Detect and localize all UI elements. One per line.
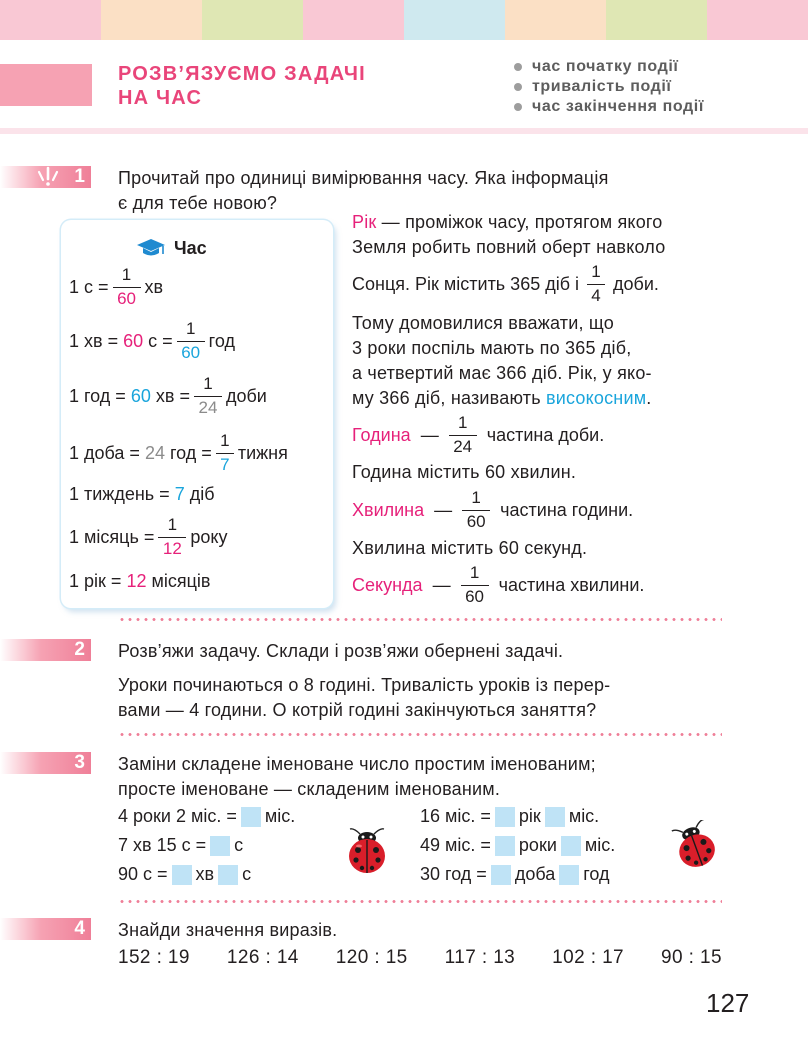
unit-row-hour: 1 год = 60 хв = $\frac{1}{24}$ доби [69, 374, 267, 418]
strip-segment [404, 0, 505, 40]
year-definition: Рік — проміжок часу, протягом якого Земля робить повний оберт навколо [352, 212, 666, 257]
task-number-2: 2 [0, 639, 91, 661]
topic-item: час закінчення події [514, 97, 704, 117]
minute-contains: Хвилина містить 60 секунд. [352, 538, 588, 558]
page-number: 127 [706, 988, 750, 1018]
top-color-strip [0, 0, 808, 40]
answer-box[interactable] [491, 865, 511, 885]
topic-item: час початку події [514, 57, 704, 77]
answer-box[interactable] [561, 836, 581, 856]
conversion-exercise: 16 міс. = рік міс. [420, 806, 600, 826]
topic-item: тривалість події [514, 77, 704, 97]
strip-segment [505, 0, 606, 40]
unit-row-month: 1 місяць = $\frac{1}{12}$ року [69, 515, 228, 559]
task1-instruction: Прочитай про одиниці вимірювання часу. Яка інформація є для тебе новою? [118, 168, 609, 213]
fraction: $\frac{1}{12}$ [158, 515, 186, 559]
answer-box[interactable] [495, 807, 515, 827]
lesson-title-line1: РОЗВ’ЯЗУЄМО ЗАДАЧІ [118, 63, 366, 85]
second-definition: Секунда — $\frac{1}{60}$ частина хвилини. [352, 563, 645, 607]
answer-box[interactable] [495, 836, 515, 856]
task-number-3: 3 [0, 752, 91, 774]
unit-row-day: 1 доба = 24 год = $\frac{1}{7}$ тижня [69, 431, 288, 475]
strip-segment [0, 0, 101, 40]
task-number-4: 4 [0, 918, 91, 940]
ladybug-icon [344, 826, 390, 876]
year-length-line: Сонця. Рік містить 365 діб і $\frac{1}{4}$ доби. [352, 262, 659, 306]
strip-segment [101, 0, 202, 40]
strip-segment [202, 0, 303, 40]
expression: 152 : 19 [118, 947, 190, 968]
task4-instruction: Знайди значення виразів. [118, 920, 338, 940]
ladybug-icon [670, 820, 720, 870]
expression: 90 : 15 [661, 947, 722, 968]
expression: 126 : 14 [226, 947, 299, 968]
fraction: $\frac{1}{60}$ [461, 563, 489, 607]
conversion-exercise: 90 с = хв с [118, 864, 252, 884]
header-bottom-band [0, 128, 808, 134]
expression: 117 : 13 [444, 947, 516, 968]
expression: 102 : 17 [552, 947, 625, 968]
lesson-topics [514, 57, 704, 117]
fraction: $\frac{1}{60}$ [177, 319, 205, 363]
unit-row-week: 1 тиждень = 7 діб [69, 484, 215, 504]
strip-segment [303, 0, 404, 40]
answer-box[interactable] [210, 836, 230, 856]
bullet-dot-icon [514, 103, 522, 111]
task3-instruction: Заміни складене іменоване число простим іменованим; просте іменоване — складеним іменованим. [118, 754, 596, 799]
header-tab [0, 64, 92, 106]
answer-box[interactable] [241, 807, 261, 827]
fraction: $\frac{1}{24}$ [194, 374, 222, 418]
fraction: $\frac{1}{4}$ [587, 262, 605, 306]
dotted-divider [118, 900, 722, 903]
answer-box[interactable] [172, 865, 192, 885]
answer-box[interactable] [218, 865, 238, 885]
graduation-cap-icon [136, 237, 166, 259]
answer-box[interactable] [559, 865, 579, 885]
dotted-divider [118, 733, 722, 736]
conversion-exercise: 49 міс. = роки міс. [420, 835, 616, 855]
task2-instruction: Розв’яжи задачу. Склади і розв’яжи обернені задачі. [118, 641, 564, 661]
expression: 120 : 15 [335, 947, 408, 968]
fraction: $\frac{1}{24}$ [449, 413, 477, 457]
conversion-exercise: 30 год = доба год [420, 864, 610, 884]
box-title: Час [136, 237, 207, 259]
dotted-divider [118, 618, 722, 621]
conversion-exercise: 4 роки 2 міс. = міс. [118, 806, 296, 826]
conversion-exercise: 7 хв 15 с = с [118, 835, 244, 855]
lesson-title [118, 62, 366, 110]
fraction: $\frac{1}{60}$ [113, 265, 141, 309]
leap-year-text: Тому домовилися вважати, що 3 роки поспіль мають по 365 діб, а четвертий має 366 діб. Рік, у яко- му 366 діб, називають високосним. [352, 313, 652, 408]
lesson-title-line2: НА ЧАС [118, 87, 203, 109]
minute-definition: Хвилина — $\frac{1}{60}$ частина години. [352, 488, 634, 532]
fraction: $\frac{1}{60}$ [462, 488, 490, 532]
unit-row-year: 1 рік = 12 місяців [69, 571, 211, 591]
hour-definition: Година — $\frac{1}{24}$ частина доби. [352, 413, 605, 457]
expressions-row [118, 947, 722, 969]
unit-row-second: 1 с = $\frac{1}{60}$ хв [69, 265, 164, 309]
strip-segment [707, 0, 808, 40]
task2-problem: Уроки починаються о 8 годині. Тривалість уроків із перер- вами — 4 години. О котрій годині закінчуються заняття? [118, 675, 611, 720]
bullet-dot-icon [514, 83, 522, 91]
hour-contains: Година містить 60 хвилин. [352, 462, 577, 482]
exclamation-icon [36, 166, 60, 188]
answer-box[interactable] [545, 807, 565, 827]
unit-row-minute: 1 хв = 60 с = $\frac{1}{60}$ год [69, 319, 235, 363]
task-number-1: 1 [0, 166, 91, 188]
bullet-dot-icon [514, 63, 522, 71]
fraction: $\frac{1}{7}$ [216, 431, 234, 475]
strip-segment [606, 0, 707, 40]
